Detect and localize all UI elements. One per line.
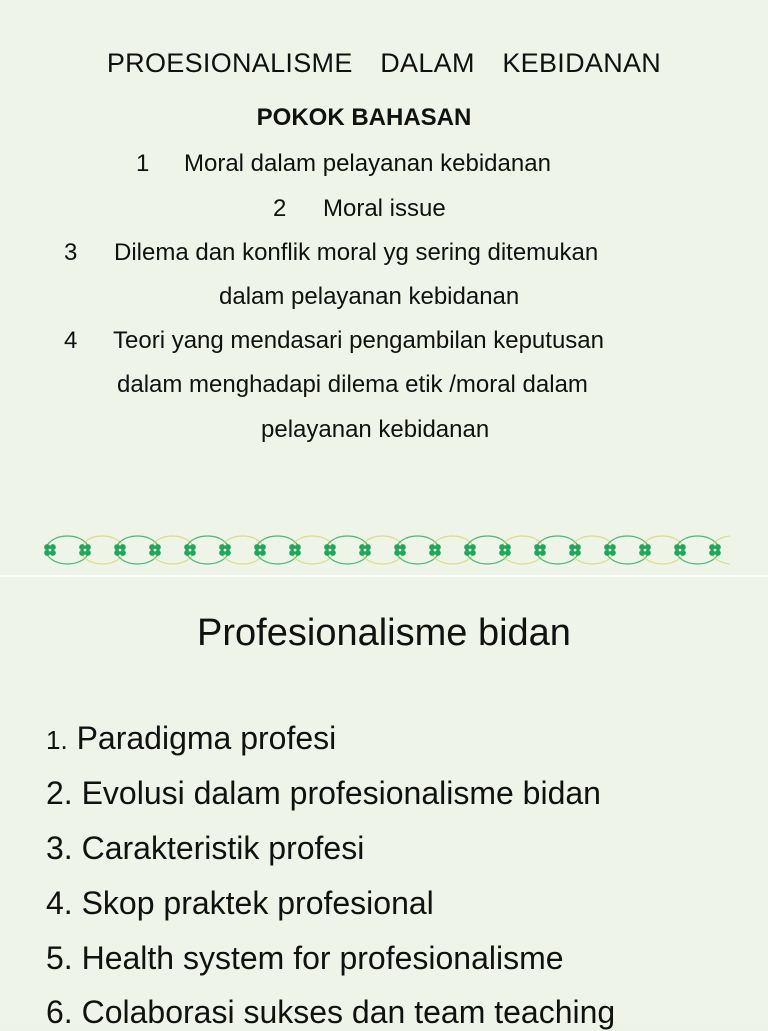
clover-icon: [600, 540, 620, 560]
decorative-border-ornament: [40, 528, 730, 572]
item-number: 2.: [46, 775, 73, 811]
clover-icon: [635, 540, 655, 560]
clover-icon: [250, 540, 270, 560]
clover-icon: [75, 540, 95, 560]
item-number: 1.: [46, 725, 68, 755]
list-item-4-text-cont: dalam menghadapi dilema etik /moral dalam: [117, 371, 588, 398]
item-text: Skop praktek profesional: [81, 885, 434, 921]
clover-icon: [705, 540, 725, 560]
clover-icon: [425, 540, 445, 560]
clover-icon: [285, 540, 305, 560]
clover-icon: [180, 540, 200, 560]
item-number: 3: [64, 239, 78, 266]
list-item-4-text: Teori yang mendasari pengambilan keputusan: [113, 327, 604, 354]
slide1-subtitle: POKOK BAHASAN: [256, 104, 472, 131]
list-item-4: [64, 327, 77, 355]
item-number: 4: [64, 327, 78, 354]
item-number: 6.: [46, 994, 73, 1030]
clover-icon: [565, 540, 585, 560]
clover-icon: [145, 540, 165, 560]
clover-icon: [495, 540, 515, 560]
list-item-1: [46, 720, 336, 757]
list-item-6: [46, 994, 615, 1031]
item-text: Evolusi dalam profesionalisme bidan: [81, 775, 601, 811]
list-item-5: [46, 940, 564, 977]
clover-icon: [460, 540, 480, 560]
list-item-3-text: Dilema dan konflik moral yg sering ditemukan: [114, 239, 599, 266]
item-text: Carakteristik profesi: [81, 830, 365, 866]
clover-icon: [215, 540, 235, 560]
list-item-2: [273, 195, 286, 223]
item-text: Paradigma profesi: [76, 720, 337, 756]
clover-icon: [530, 540, 550, 560]
list-item-3: [64, 239, 77, 267]
clover-icon: [670, 540, 690, 560]
clover-icon: [110, 540, 130, 560]
clover-icon: [40, 540, 60, 560]
item-number: 5.: [46, 940, 73, 976]
item-number: 1: [136, 150, 150, 177]
slide2-title: Profesionalisme bidan: [197, 612, 571, 654]
list-item-4-text-cont2: pelayanan kebidanan: [261, 416, 490, 443]
item-text: Health system for profesionalisme: [81, 940, 564, 976]
clover-icon: [390, 540, 410, 560]
item-number: 2: [273, 195, 287, 222]
list-item-1-text: Moral dalam pelayanan kebidanan: [184, 150, 551, 177]
slide1-title: PROESIONALISME DALAM KEBIDANAN: [106, 48, 662, 78]
list-item-2: [46, 775, 601, 812]
list-item-4: [46, 885, 434, 922]
list-item-2-text: Moral issue: [323, 195, 446, 222]
item-text: Colaborasi sukses dan team teaching: [81, 994, 616, 1030]
list-item-3-text-cont: dalam pelayanan kebidanan: [219, 283, 520, 310]
list-item-3: [46, 830, 364, 867]
item-number: 3.: [46, 830, 73, 866]
clover-icon: [320, 540, 340, 560]
item-number: 4.: [46, 885, 73, 921]
clover-icon: [355, 540, 375, 560]
list-item-1: [136, 150, 149, 178]
